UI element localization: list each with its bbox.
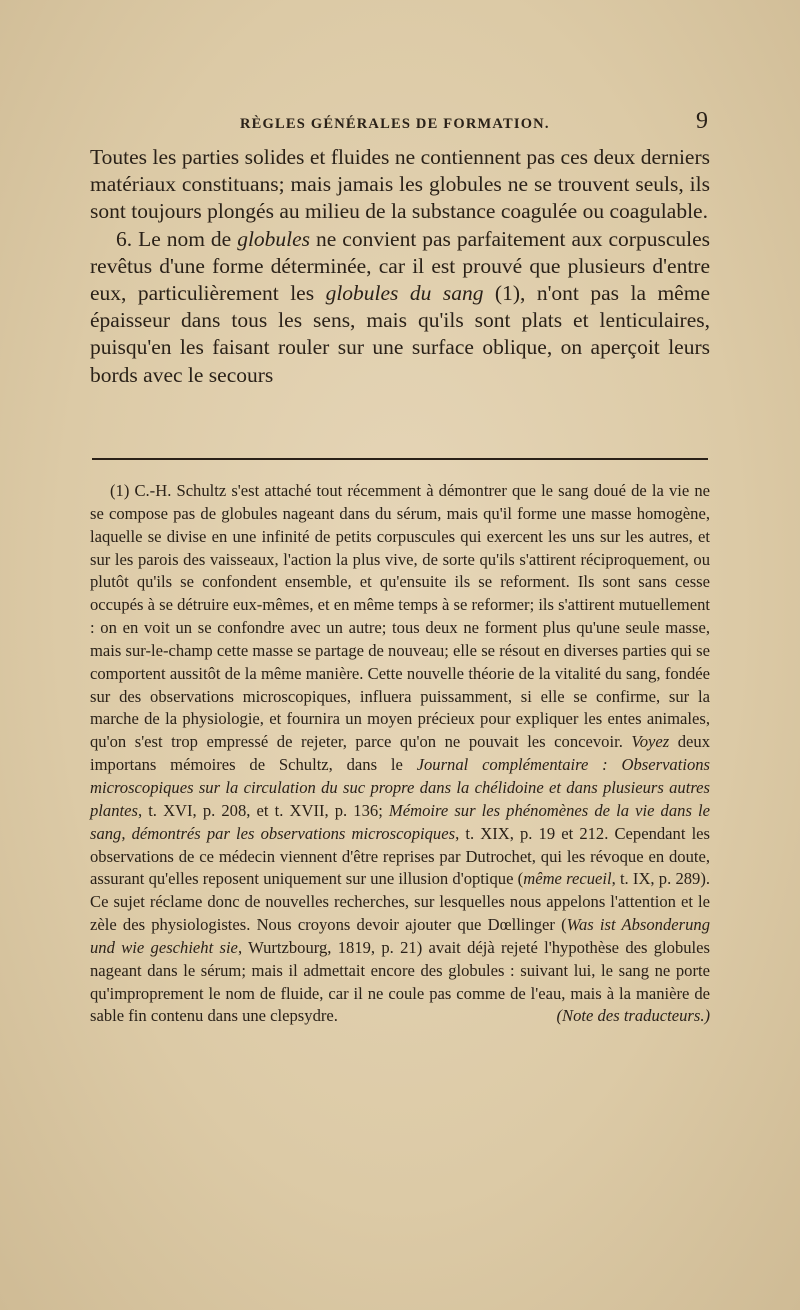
running-title: RÈGLES GÉNÉRALES DE FORMATION. (240, 116, 550, 132)
footnote-text: (1) C.-H. Schultz s'est attaché tout récemment à démontrer que le sang doué de la vie ne se compose pas de globules nageant dans du sérum, mais qu'il forme une masse homogène, laquelle se divise en une infinité de petits corpuscules qui exercent les uns sur les autres, et sur les parois des vaisseaux, l'action la plus vive, de sorte qu'ils s'attirent réciproquement, ou plutôt qu'ils se confondent ensemble, et qu'ensuite ils se reforment. Ils sont sans cesse occupés à se détruire eux-mêmes, et en même temps à se reformer; ils s'attirent mutuellement : on en voit un se confondre avec un autre; tous deux ne forment plus qu'une seule masse, mais sur-le-champ cette masse se partage de nouveau; elle se résout en diverses parties qui se comportent aussitôt de la même manière. Cette nouvelle théorie de la vitalité du sang, fondée sur des observations microscopiques, influera puissamment, si elle se confirme, sur la marche de la physiologie, et fournira un moyen précieux pour expliquer les entes animales, qu'on s'est trop empressé de rejeter, parce qu'on ne pouvait les concevoir. (90, 481, 710, 752)
paragraph-2-text: (1), n'ont pas la même épaisseur dans tous les sens, mais qu'ils sont plats et lenticulaires, puisqu'en les faisant rouler sur une surface oblique, on aperçoit leurs bords avec le secours (90, 281, 710, 387)
footnote-italic: Mémoire sur les phénomènes de la vie dans le sang, démontrés par les observations microscopiques (90, 800, 710, 843)
paragraph-2 (90, 226, 710, 389)
paragraph-2-text: 6. Le nom de (116, 226, 238, 251)
footnote-divider (92, 458, 708, 460)
emphasis-globules-du-sang: globules du sang (325, 281, 484, 306)
footnote-text: deux importans mémoires de Schultz, dans le (90, 732, 711, 775)
footnote-text: , t. XIX, p. 19 et 212. Cependant les observations de ce médecin viennent d'être reprises par Dutrochet, qui les révoque en doute, assurant qu'elles reposent uniquement sur une illusion d'optique ( (90, 823, 711, 889)
paragraph-2-text: ne convient pas parfaitement aux corpuscules revêtus d'une forme déterminée, car il est prouvé que plusieurs d'entre eux, particulièrement les (90, 226, 710, 306)
footnote-signature: (Note des traducteurs.) (556, 1006, 710, 1026)
footnote-italic: Was ist Absonderung und wie geschieht sie (90, 915, 710, 957)
footnote-italic: même recueil (523, 869, 612, 889)
footnote-text: , t. IX, p. 289). Ce sujet réclame donc de nouvelles recherches, sur lesquelles nous appelons l'attention et le zèle des physiologistes. Nous croyons devoir ajouter que Dœllinger ( (90, 869, 711, 935)
emphasis-globules: globules (237, 226, 311, 251)
footnote-paragraph (90, 480, 710, 1028)
footnote-italic: Voyez (631, 732, 670, 752)
footnote-italic: Journal complémentaire : Observations microscopiques sur la circulation du suc propre dans la chélidoine et dans plusieurs autres plantes (90, 755, 710, 820)
footnote-text: , t. XVI, p. 208, et t. XVII, p. 136; (137, 800, 389, 820)
page-number: 9 (696, 108, 708, 134)
main-text (90, 144, 710, 389)
paragraph-1: Toutes les parties solides et fluides ne contiennent pas ces deux derniers matériaux constituans; mais jamais les globules ne se trouvent seuls, ils sont toujours plongés au milieu de la substance coagulée ou coagulable. (90, 145, 710, 224)
footnote (90, 480, 710, 1028)
footnote-text: , Wurtzbourg, 1819, p. 21) avait déjà rejeté l'hypothèse des globules nageant dans le sérum; mais il admettait encore des globules : suivant lui, le sang ne porte qu'improprement le nom de fluide, car il ne coule pas comme de l'eau, mais à la manière de sable fin contenu dans une clepsydre. (90, 937, 710, 1026)
page-header (90, 108, 710, 136)
